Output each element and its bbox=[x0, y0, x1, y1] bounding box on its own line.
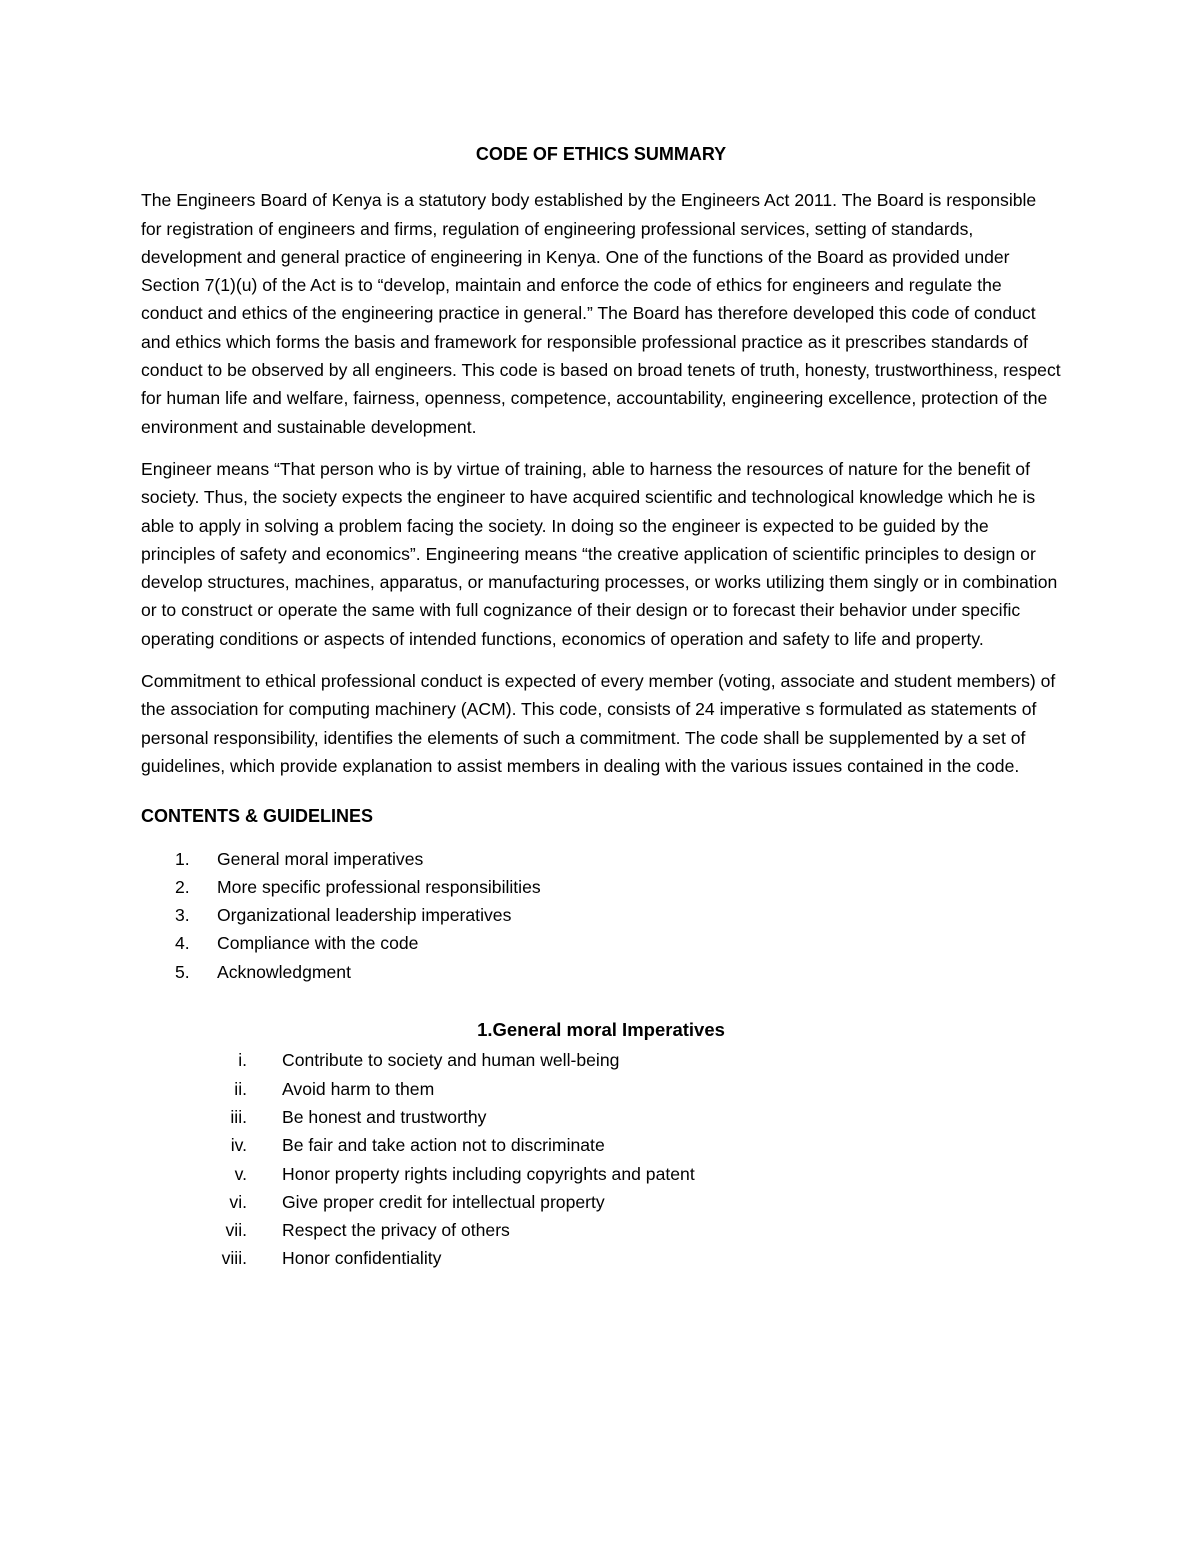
contents-item-text: Organizational leadership imperatives bbox=[217, 905, 512, 926]
imperatives-heading: 1.General moral Imperatives bbox=[477, 1019, 725, 1041]
imperative-item-text: Give proper credit for intellectual property bbox=[282, 1191, 605, 1212]
contents-item-text: Compliance with the code bbox=[217, 933, 419, 954]
contents-item-number: 1. bbox=[175, 848, 190, 869]
contents-item-number: 2. bbox=[175, 876, 190, 897]
contents-item-number: 5. bbox=[175, 961, 190, 982]
contents-item-text: Acknowledgment bbox=[217, 961, 351, 982]
imperative-item bbox=[141, 1131, 1061, 1159]
contents-item bbox=[141, 901, 1061, 929]
imperative-item bbox=[141, 1216, 1061, 1244]
contents-item bbox=[141, 845, 1061, 873]
paragraph-engineer-definition: Engineer means “That person who is by virtue of training, able to harness the resources of nature for the benefit of society. Thus, the society expects the engineer to have acquired scientific and technological knowledge which he is able to apply in solving a problem facing the society. In doing so the engineer is expected to be guided by the principles of safety and economics”. Engineering means “the creative application of scientific principles to design or develop structures, machines, apparatus, or manufacturing processes, or works utilizing them singly or in combination or to construct or operate the same with full cognizance of their design or to forecast their behavior under specific operating conditions or aspects of intended functions, economics of operation and safety to life and property. bbox=[141, 458, 1058, 649]
imperatives-list bbox=[141, 1046, 1061, 1272]
contents-item bbox=[141, 873, 1061, 901]
imperative-item bbox=[141, 1160, 1061, 1188]
document-title: CODE OF ETHICS SUMMARY bbox=[475, 144, 727, 164]
imperative-item-number: i. bbox=[238, 1050, 247, 1071]
imperative-item-number: iv. bbox=[230, 1135, 247, 1156]
paragraph-acm-commitment: Commitment to ethical professional conduct is expected of every member (voting, associate and student members) of the association for computing machinery (ACM). This code, consists of 24 imperative s formulated as statements of personal responsibility, identifies the elements of such a commitment. The code shall be supplemented by a set of guidelines, which provide explanation to assist members in dealing with the various issues contained in the code. bbox=[141, 671, 1056, 776]
contents-item-text: General moral imperatives bbox=[217, 848, 424, 869]
imperative-item bbox=[141, 1188, 1061, 1216]
imperative-item bbox=[141, 1075, 1061, 1103]
imperative-item bbox=[141, 1244, 1061, 1272]
imperative-item-text: Be fair and take action not to discriminate bbox=[282, 1135, 605, 1156]
contents-item-number: 3. bbox=[175, 905, 190, 926]
contents-list bbox=[141, 845, 1061, 986]
imperative-item-text: Honor confidentiality bbox=[282, 1248, 442, 1269]
imperative-item bbox=[141, 1103, 1061, 1131]
imperative-item-text: Avoid harm to them bbox=[282, 1078, 435, 1099]
imperative-item-number: viii. bbox=[221, 1248, 247, 1269]
contents-item-text: More specific professional responsibilities bbox=[217, 876, 541, 897]
paragraph-engineers-board: The Engineers Board of Kenya is a statutory body established by the Engineers Act 2011. The Board is responsible for registration of engineers and firms, regulation of engineering professional services, setting of standards, development and general practice of engineering in Kenya. One of the functions of the Board as provided under Section 7(1)(u) of the Act is to “develop, maintain and enforce the code of ethics for engineers and regulate the conduct and ethics of the engineering practice in general.” The Board has therefore developed this code of conduct and ethics which forms the basis and framework for responsible professional practice as it prescribes standards of conduct to be observed by all engineers. This code is based on broad tenets of truth, honesty, trustworthiness, respect for human life and welfare, fairness, openness, competence, accountability, engineering excellence, protection of the environment and sustainable development. bbox=[141, 190, 1061, 437]
contents-item bbox=[141, 929, 1061, 957]
imperative-item-number: vi. bbox=[229, 1191, 247, 1212]
imperative-item bbox=[141, 1046, 1061, 1074]
imperative-item-number: iii. bbox=[230, 1106, 247, 1127]
imperative-item-number: ii. bbox=[234, 1078, 247, 1099]
contents-item-number: 4. bbox=[175, 933, 190, 954]
contents-item bbox=[141, 958, 1061, 986]
document-page bbox=[141, 140, 1061, 1273]
imperative-item-text: Honor property rights including copyrights and patent bbox=[282, 1163, 695, 1184]
imperative-item-text: Contribute to society and human well-being bbox=[282, 1050, 620, 1071]
imperative-item-text: Be honest and trustworthy bbox=[282, 1106, 487, 1127]
contents-heading: CONTENTS & GUIDELINES bbox=[141, 806, 374, 827]
imperative-item-number: v. bbox=[234, 1163, 247, 1184]
imperative-item-text: Respect the privacy of others bbox=[282, 1220, 510, 1241]
imperative-item-number: vii. bbox=[225, 1220, 247, 1241]
